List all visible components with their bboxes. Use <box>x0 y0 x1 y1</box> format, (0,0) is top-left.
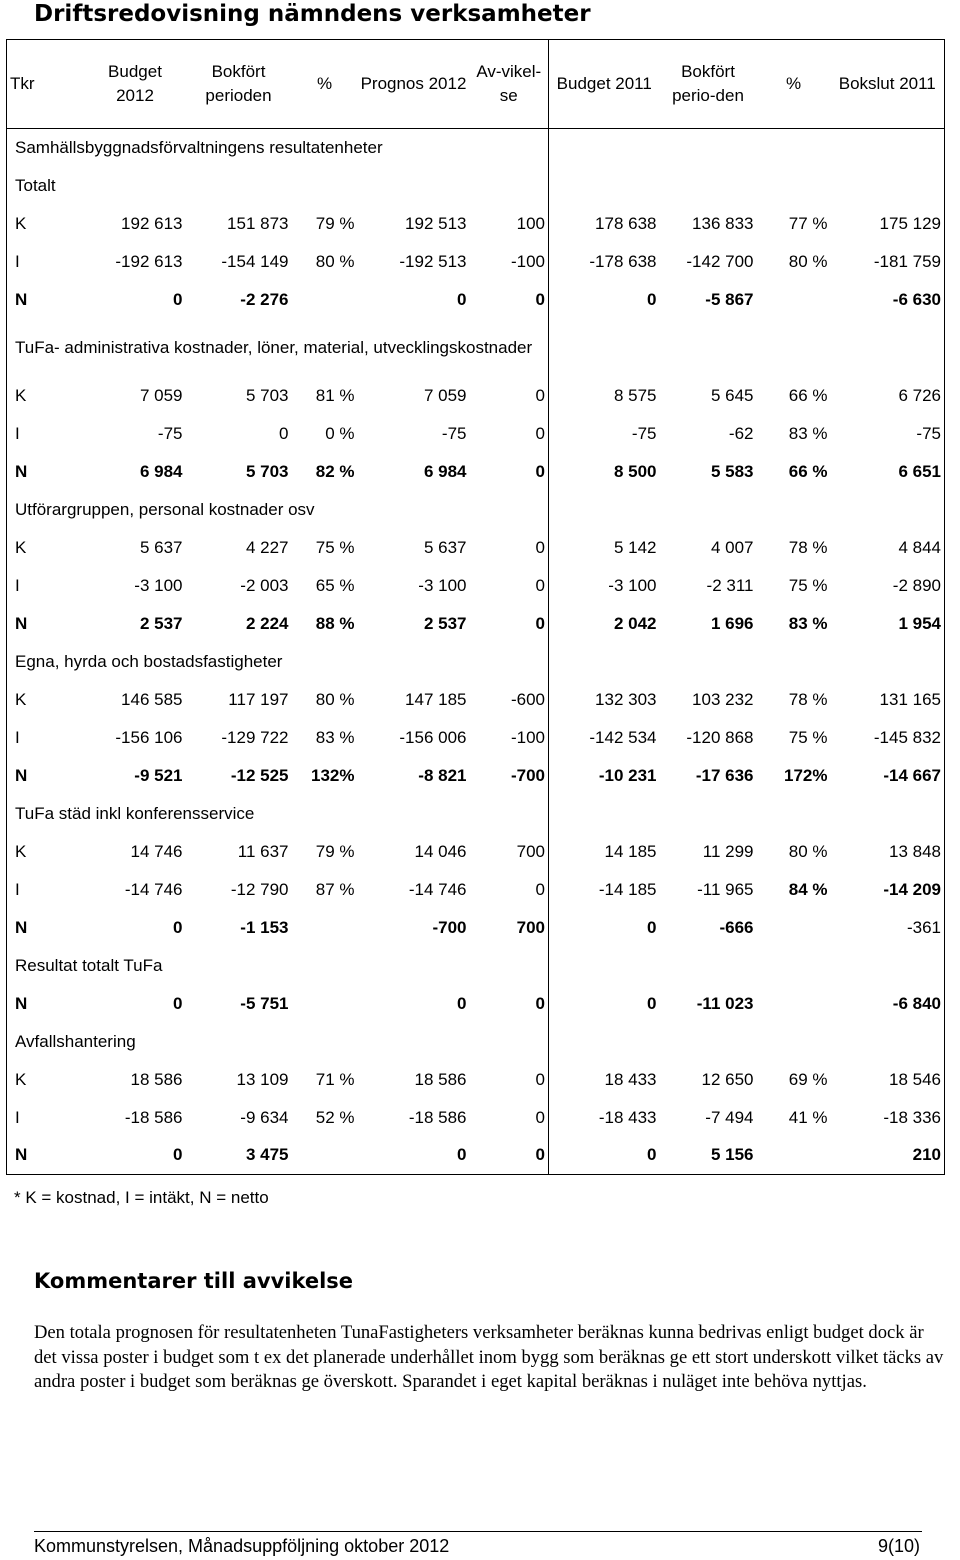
row-type-cell: K <box>7 833 85 871</box>
row-type-cell: K <box>7 681 85 719</box>
value-cell: 0 <box>647 993 657 1013</box>
header-budget-2011: Budget 2011 <box>549 40 660 129</box>
value-cell: 83 % <box>788 613 828 633</box>
value-cell: 147 185 <box>405 689 467 709</box>
value-cell: -11 023 <box>696 993 754 1013</box>
value-cell: 4 227 <box>245 537 289 557</box>
value-cell: 80 % <box>315 251 355 271</box>
value-cell: -5 867 <box>705 289 754 309</box>
value-cell: 18 586 <box>130 1069 183 1089</box>
value-cell: -5 751 <box>240 993 289 1013</box>
report-table-container <box>6 39 944 1175</box>
value-cell <box>757 985 831 1023</box>
value-cell: -6 630 <box>831 281 945 319</box>
value-cell: -600 <box>470 681 549 719</box>
value-cell: 172% <box>784 765 828 785</box>
value-cell: 210 <box>831 1137 945 1175</box>
value-cell: -361 <box>831 909 945 947</box>
page-number: 9(10) <box>877 1536 920 1556</box>
value-cell: 75 % <box>788 727 828 747</box>
value-cell: 13 848 <box>831 833 945 871</box>
value-cell: -192 613 <box>115 251 183 271</box>
section-header-spacer <box>549 491 945 529</box>
table-row <box>7 909 945 947</box>
value-cell: 87 % <box>315 879 355 899</box>
value-cell: 132% <box>311 765 355 785</box>
value-cell: 5 645 <box>710 385 754 405</box>
value-cell: -18 586 <box>408 1107 467 1127</box>
value-cell: -178 638 <box>589 251 657 271</box>
table-row <box>7 567 945 605</box>
value-cell: 78 % <box>788 689 828 709</box>
value-cell: 69 % <box>788 1069 828 1089</box>
value-cell: 192 513 <box>405 213 467 233</box>
value-cell: 66 % <box>788 461 828 481</box>
value-cell: 65 % <box>315 575 355 595</box>
header-bokslut-2011: Bokslut 2011 <box>831 40 945 129</box>
value-cell: 18 433 <box>604 1069 657 1089</box>
value-cell: -181 759 <box>831 243 945 281</box>
row-type-cell: I <box>7 415 85 453</box>
value-cell: 0 <box>470 281 549 319</box>
header-percent-2012: % <box>292 40 358 129</box>
value-cell: 77 % <box>788 213 828 233</box>
value-cell: 0 <box>470 1137 549 1175</box>
value-cell: -120 868 <box>686 727 754 747</box>
value-cell: -156 006 <box>399 727 467 747</box>
value-cell: 18 586 <box>414 1069 467 1089</box>
table-row <box>7 415 945 453</box>
footer-divider <box>34 1531 922 1532</box>
value-cell: -75 <box>831 415 945 453</box>
value-cell: 14 746 <box>130 841 183 861</box>
document-title: Driftsredovisning nämndens verksamheter <box>34 1 591 27</box>
row-type-cell: I <box>7 567 85 605</box>
value-cell: 80 % <box>315 689 355 709</box>
value-cell: 1 954 <box>831 605 945 643</box>
value-cell: 6 984 <box>139 461 183 481</box>
value-cell: 0 <box>279 423 289 443</box>
table-row <box>7 985 945 1023</box>
value-cell: -2 276 <box>240 289 289 309</box>
value-cell: 5 156 <box>660 1137 757 1175</box>
header-prognos-2012: Prognos 2012 <box>358 40 470 129</box>
value-cell: 8 575 <box>613 385 657 405</box>
value-cell: 7 059 <box>139 385 183 405</box>
value-cell: 2 537 <box>423 613 467 633</box>
header-bokfort-perioden-2011: Bokfört perio-den <box>660 40 757 129</box>
value-cell: 7 059 <box>423 385 467 405</box>
value-cell: -9 521 <box>134 765 183 785</box>
value-cell: 71 % <box>315 1069 355 1089</box>
section-subtitle: Totalt <box>7 167 549 205</box>
table-body <box>7 129 945 1175</box>
table-row <box>7 681 945 719</box>
value-cell: -3 100 <box>608 575 657 595</box>
value-cell: 2 042 <box>613 613 657 633</box>
value-cell <box>757 909 831 947</box>
value-cell: 78 % <box>788 537 828 557</box>
section-header-spacer <box>549 643 945 681</box>
value-cell: 700 <box>470 833 549 871</box>
value-cell: 700 <box>470 909 549 947</box>
value-cell: -14 209 <box>831 871 945 909</box>
row-type-cell: I <box>7 719 85 757</box>
value-cell: 66 % <box>788 385 828 405</box>
value-cell: 178 638 <box>595 213 657 233</box>
value-cell: -700 <box>432 917 467 937</box>
value-cell: -700 <box>470 757 549 795</box>
value-cell: -156 106 <box>115 727 183 747</box>
section-header-row <box>7 319 945 377</box>
value-cell: 5 703 <box>245 385 289 405</box>
value-cell: 6 651 <box>831 453 945 491</box>
value-cell: 0 <box>457 289 467 309</box>
value-cell: 5 142 <box>613 537 657 557</box>
value-cell: 52 % <box>315 1107 355 1127</box>
section-header-row <box>7 167 945 205</box>
value-cell: 0 <box>470 453 549 491</box>
value-cell: 0 <box>647 917 657 937</box>
value-cell: 12 650 <box>701 1069 754 1089</box>
section-title: Avfallshantering <box>7 1023 549 1061</box>
row-type-cell: N <box>7 985 85 1023</box>
value-cell: 79 % <box>315 213 355 233</box>
value-cell: -2 890 <box>831 567 945 605</box>
value-cell: 5 637 <box>139 537 183 557</box>
value-cell: 175 129 <box>831 205 945 243</box>
section-header-spacer <box>549 947 945 985</box>
value-cell: 6 726 <box>831 377 945 415</box>
value-cell: -7 494 <box>705 1107 754 1127</box>
table-row <box>7 1099 945 1137</box>
value-cell: -1 153 <box>240 917 289 937</box>
value-cell: 0 <box>470 605 549 643</box>
value-cell: 0 <box>358 1137 470 1175</box>
value-cell: -3 100 <box>134 575 183 595</box>
value-cell: 136 833 <box>692 213 754 233</box>
header-percent-2011: % <box>757 40 831 129</box>
section-title: Samhällsbyggnadsförvaltningens resultatenheter <box>7 129 549 167</box>
header-avvikelse: Av-vikel-se <box>470 40 549 129</box>
value-cell: 2 224 <box>245 613 289 633</box>
value-cell: 151 873 <box>227 213 289 233</box>
value-cell: 0 <box>470 377 549 415</box>
value-cell: 83 % <box>315 727 355 747</box>
table-row <box>7 529 945 567</box>
value-cell: 75 % <box>788 575 828 595</box>
value-cell: -8 821 <box>418 765 467 785</box>
value-cell: 4 844 <box>831 529 945 567</box>
section-header-row <box>7 643 945 681</box>
row-type-cell: N <box>7 453 85 491</box>
row-type-cell: N <box>7 281 85 319</box>
value-cell: 132 303 <box>595 689 657 709</box>
section-header-row <box>7 1023 945 1061</box>
section-header-row <box>7 947 945 985</box>
value-cell: -100 <box>470 719 549 757</box>
table-row <box>7 757 945 795</box>
value-cell: -6 840 <box>831 985 945 1023</box>
value-cell: -18 336 <box>831 1099 945 1137</box>
value-cell: 0 <box>85 1137 186 1175</box>
row-type-cell: N <box>7 909 85 947</box>
value-cell: 82 % <box>315 461 355 481</box>
section-title: Resultat totalt TuFa <box>7 947 549 985</box>
table-row <box>7 833 945 871</box>
footer-text: Kommunstyrelsen, Månadsuppföljning oktober 2012 <box>34 1536 450 1556</box>
value-cell: 14 185 <box>604 841 657 861</box>
value-cell: 0 % <box>325 423 355 443</box>
value-cell: 88 % <box>315 613 355 633</box>
value-cell: 0 <box>470 529 549 567</box>
value-cell: -145 832 <box>831 719 945 757</box>
section-header-spacer <box>549 129 945 167</box>
row-type-cell: N <box>7 757 85 795</box>
value-cell: -11 965 <box>697 879 754 899</box>
report-table <box>6 39 945 1175</box>
value-cell: 41 % <box>788 1107 828 1127</box>
value-cell: 81 % <box>315 385 355 405</box>
value-cell: 3 475 <box>186 1137 292 1175</box>
value-cell: 146 585 <box>121 689 183 709</box>
section-header-spacer <box>549 1023 945 1061</box>
table-row <box>7 243 945 281</box>
row-type-cell: K <box>7 529 85 567</box>
row-type-cell: I <box>7 1099 85 1137</box>
header-row <box>7 40 945 129</box>
value-cell: 0 <box>173 917 183 937</box>
value-cell: -14 185 <box>598 879 657 899</box>
row-type-cell: I <box>7 871 85 909</box>
table-row <box>7 377 945 415</box>
section-header-spacer <box>549 167 945 205</box>
value-cell: -62 <box>728 423 754 443</box>
value-cell: 0 <box>470 1061 549 1099</box>
value-cell <box>292 1137 358 1175</box>
value-cell: 0 <box>470 1099 549 1137</box>
section-header-spacer <box>549 795 945 833</box>
value-cell: 1 696 <box>710 613 754 633</box>
value-cell: 5 583 <box>710 461 754 481</box>
table-row <box>7 1137 945 1175</box>
value-cell: 80 % <box>788 251 828 271</box>
value-cell: -75 <box>631 423 657 443</box>
value-cell: -192 513 <box>399 251 467 271</box>
row-type-cell: N <box>7 1137 85 1175</box>
value-cell: -2 311 <box>706 575 754 595</box>
table-row <box>7 871 945 909</box>
comments-title: Kommentarer till avvikelse <box>34 1269 354 1293</box>
section-header-row <box>7 129 945 167</box>
value-cell: 5 703 <box>245 461 289 481</box>
value-cell: 100 <box>470 205 549 243</box>
value-cell: 80 % <box>788 841 828 861</box>
header-bokfort-perioden: Bokfört perioden <box>186 40 292 129</box>
row-type-cell: K <box>7 1061 85 1099</box>
value-cell: 0 <box>470 567 549 605</box>
table-row <box>7 453 945 491</box>
value-cell: -154 149 <box>221 251 289 271</box>
value-cell: -142 700 <box>686 251 754 271</box>
value-cell <box>292 281 358 319</box>
value-cell: -75 <box>441 423 467 443</box>
value-cell: -9 634 <box>240 1107 289 1127</box>
section-title: TuFa- administrativa kostnader, löner, material, utvecklingskostnader <box>7 319 549 377</box>
value-cell: 192 613 <box>121 213 183 233</box>
value-cell: 5 637 <box>423 537 467 557</box>
value-cell: 0 <box>470 985 549 1023</box>
value-cell: -75 <box>157 423 183 443</box>
header-tkr: Tkr <box>7 40 85 129</box>
value-cell: -10 231 <box>598 765 657 785</box>
value-cell: 0 <box>173 993 183 1013</box>
footnote: * K = kostnad, I = intäkt, N = netto <box>14 1188 269 1207</box>
value-cell: 2 537 <box>139 613 183 633</box>
value-cell: 131 165 <box>831 681 945 719</box>
value-cell <box>292 985 358 1023</box>
value-cell: 0 <box>173 289 183 309</box>
value-cell: -12 525 <box>230 765 289 785</box>
value-cell <box>757 281 831 319</box>
row-type-cell: N <box>7 605 85 643</box>
section-title: TuFa städ inkl konferensservice <box>7 795 549 833</box>
row-type-cell: K <box>7 377 85 415</box>
value-cell: 79 % <box>315 841 355 861</box>
value-cell: -666 <box>719 917 754 937</box>
value-cell: 0 <box>470 871 549 909</box>
value-cell: -18 586 <box>124 1107 183 1127</box>
value-cell: -17 636 <box>695 765 754 785</box>
value-cell: 11 637 <box>237 841 289 861</box>
value-cell: 103 232 <box>692 689 754 709</box>
value-cell: 0 <box>549 1137 660 1175</box>
section-header-row <box>7 491 945 529</box>
value-cell: 14 046 <box>414 841 467 861</box>
section-header-spacer <box>549 319 945 377</box>
value-cell: 83 % <box>788 423 828 443</box>
value-cell: -129 722 <box>221 727 289 747</box>
comments-body: Den totala prognosen för resultatenheten TunaFastigheters verksamheter beräknas kunna bedrivas enligt budget dock är det vissa poster i budget som t ex det planerade underhållet inom bygg som beräknas ge ett stort underskott vilket täcks av andra poster i budget som beräknas ge överskott. Sparandet i eget kapital beräknas i nuläget inte behöva nyttjas. <box>34 1322 944 1392</box>
section-title: Egna, hyrda och bostadsfastigheter <box>7 643 549 681</box>
value-cell: 117 197 <box>228 689 289 709</box>
value-cell: 13 109 <box>236 1069 289 1089</box>
value-cell: 18 546 <box>831 1061 945 1099</box>
value-cell: 11 299 <box>702 841 754 861</box>
value-cell: -12 790 <box>230 879 289 899</box>
value-cell: -14 667 <box>831 757 945 795</box>
value-cell: -18 433 <box>598 1107 657 1127</box>
table-row <box>7 719 945 757</box>
value-cell: 4 007 <box>710 537 754 557</box>
value-cell: 0 <box>647 289 657 309</box>
value-cell: -14 746 <box>408 879 467 899</box>
header-budget-2012: Budget 2012 <box>85 40 186 129</box>
value-cell: 75 % <box>315 537 355 557</box>
value-cell: -14 746 <box>124 879 183 899</box>
value-cell: -100 <box>470 243 549 281</box>
table-row <box>7 1061 945 1099</box>
table-row <box>7 281 945 319</box>
section-title: Utförargruppen, personal kostnader osv <box>7 491 549 529</box>
value-cell: 0 <box>470 415 549 453</box>
value-cell <box>757 1137 831 1175</box>
table-row <box>7 205 945 243</box>
value-cell: 8 500 <box>613 461 657 481</box>
row-type-cell: I <box>7 243 85 281</box>
value-cell <box>292 909 358 947</box>
value-cell: -142 534 <box>589 727 657 747</box>
value-cell: -3 100 <box>418 575 467 595</box>
row-type-cell: K <box>7 205 85 243</box>
value-cell: 0 <box>457 993 467 1013</box>
value-cell: 6 984 <box>423 461 467 481</box>
section-header-row <box>7 795 945 833</box>
value-cell: -2 003 <box>240 575 289 595</box>
value-cell: 84 % <box>788 879 828 899</box>
table-row <box>7 605 945 643</box>
